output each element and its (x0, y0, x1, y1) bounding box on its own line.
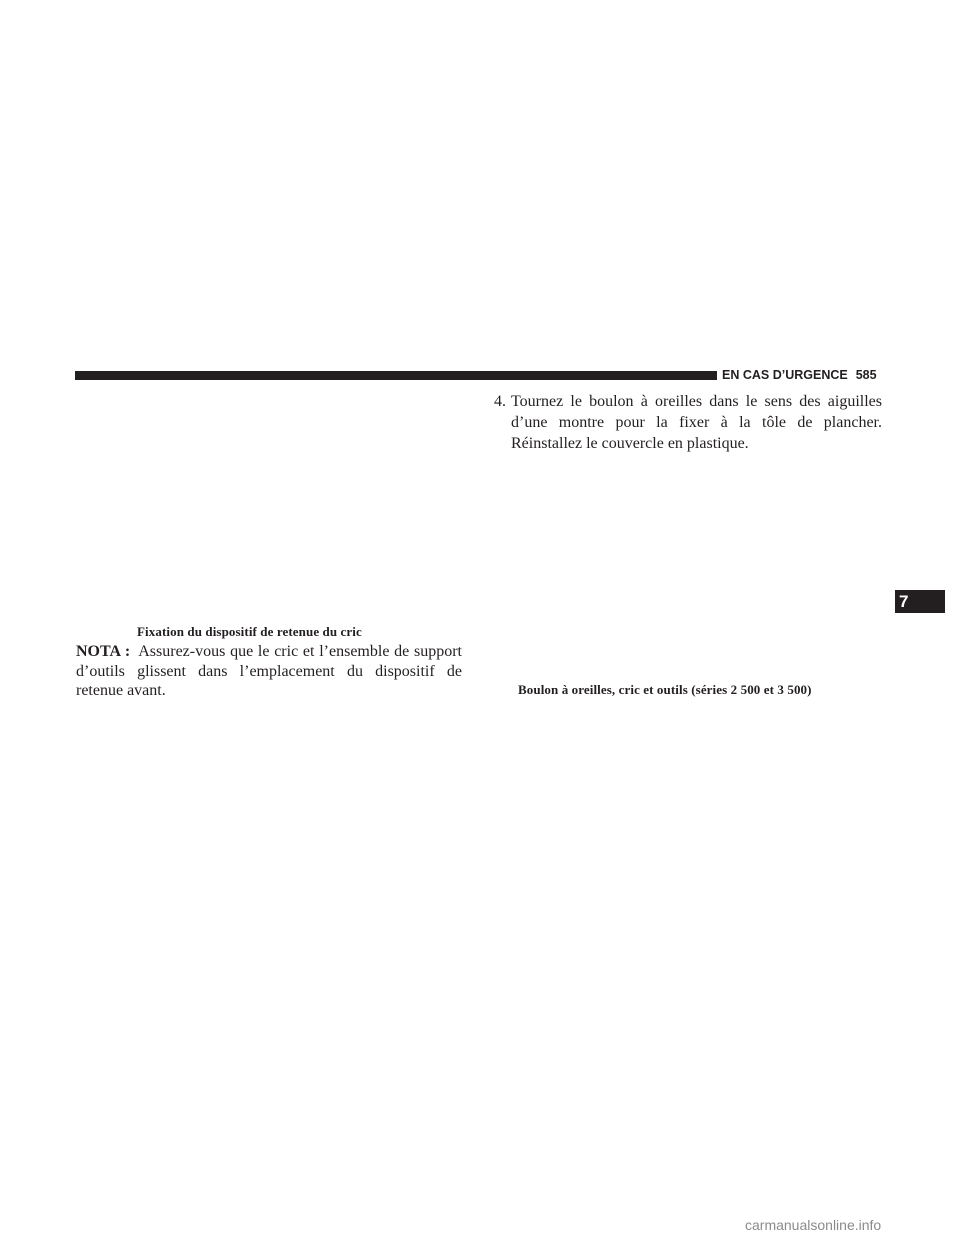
figure-caption-jack-retainer: Fixation du dispositif de retenue du cric (137, 624, 362, 639)
step-number: 4. (494, 393, 506, 410)
step-text: Tournez le boulon à oreilles dans le sens des aiguilles d’une montre pour la fixer à la tôle de plancher. Réinstallez le couvercle en plastique. (511, 393, 882, 452)
running-header (722, 367, 877, 383)
header-rule (75, 371, 717, 380)
page-number: 585 (855, 368, 877, 382)
note-label: NOTA : (76, 643, 131, 660)
note-paragraph (76, 642, 462, 701)
watermark: carmanualsonline.info (745, 1217, 882, 1233)
section-title: EN CAS D’URGENCE (722, 368, 848, 382)
wing-bolt-jack-tools-figure (492, 458, 884, 680)
step-4 (494, 391, 882, 454)
chapter-tab: 7 (895, 590, 945, 613)
note-text: Assurez-vous que le cric et l’ensemble de support d’outils glissent dans l’emplacement du dispositif de retenue avant. (76, 643, 463, 699)
figure-caption-wing-bolt: Boulon à oreilles, cric et outils (séries 2 500 et 3 500) (518, 682, 812, 697)
jack-retainer-figure (75, 395, 467, 617)
